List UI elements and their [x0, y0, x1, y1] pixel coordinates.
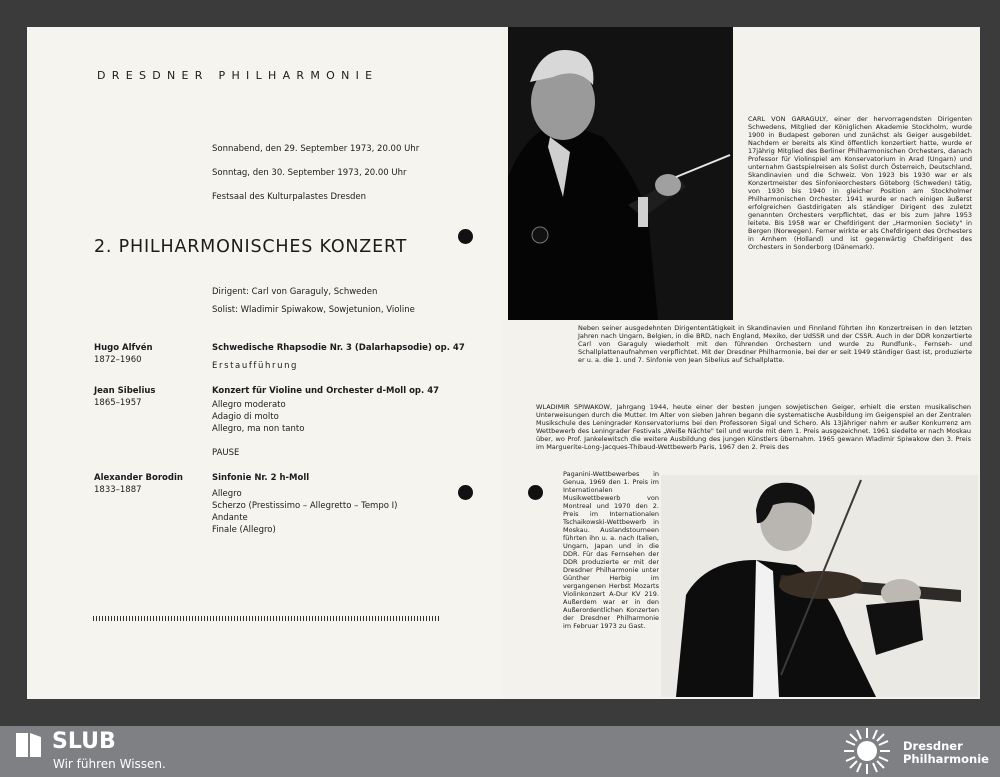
- composer-years: 1865–1957: [94, 398, 142, 408]
- work-block-sibelius: [212, 385, 439, 435]
- conductor-biography-continued: Neben seiner ausgedehnten Dirigententätigkeit in Skandinavien und Finnland führten ihn Konzertreisen in den letzten Jahren nach Ungarn, Belgien, in die BRD, nach England, Mexiko, der UdSSR und der CSSR. Auch in der DDR konzertierte Carl von Garaguly wiederholt mit den führenden Orchestern und wurde zu Rundfunk-, Fernseh- und Schallplattenaufnahmen verpflichtet. Mit der Dresdner Philharmonie, bei der er seit 1949 ständiger Gast ist, produzierte er u. a. die 1. und 7. Sinfonie von Jean Sibelius auf Schallplatte.: [578, 324, 972, 364]
- composer-name: Alexander Borodin: [94, 473, 183, 483]
- work-block-borodin: [212, 472, 397, 536]
- date-line-1: Sonnabend, den 29. September 1973, 20.00 Uhr: [212, 144, 420, 154]
- philharmonie-logo-icon: [842, 726, 892, 776]
- composer-block-sibelius: [94, 385, 156, 409]
- movement: Adagio di molto: [212, 412, 279, 422]
- concert-title: 2. PHILHARMONISCHES KONZERT: [94, 237, 408, 257]
- library-name: SLUB: [52, 729, 116, 754]
- work-title: Konzert für Violine und Orchester d-Moll op. 47: [212, 386, 440, 396]
- conductor-illustration: [508, 27, 733, 320]
- work-title: Schwedische Rhapsodie Nr. 3 (Dalarhapsodie) op. 47: [212, 343, 465, 353]
- partner-name: [903, 740, 989, 766]
- work-block-alfven: [212, 342, 465, 372]
- work-note: Erstaufführung: [212, 361, 299, 371]
- movement: Andante: [212, 513, 248, 523]
- movement: Finale (Allegro): [212, 525, 276, 535]
- footer-bar: [0, 726, 1000, 777]
- dotted-rule: [93, 616, 439, 621]
- work-title: Sinfonie Nr. 2 h-Moll: [212, 473, 310, 483]
- conductor-photo: [508, 27, 733, 320]
- orchestra-header: DRESDNER PHILHARMONIE: [97, 69, 379, 82]
- composer-years: 1833–1887: [94, 485, 142, 495]
- composer-block-borodin: [94, 472, 183, 496]
- soloist-line: Solist: Wladimir Spiwakow, Sowjetunion, Violine: [212, 305, 415, 315]
- composer-name: Jean Sibelius: [94, 386, 156, 396]
- movement: Scherzo (Prestissimo – Allegretto – Tempo I): [212, 501, 398, 511]
- punch-hole: [458, 485, 473, 500]
- punch-hole: [458, 229, 473, 244]
- composer-name: Hugo Alfvén: [94, 343, 153, 353]
- composer-years: 1872–1960: [94, 355, 142, 365]
- program-left-page: [27, 27, 503, 699]
- partner-name-line2: Philharmonie: [903, 752, 989, 766]
- violinist-biography-continued: Paganini-Wettbewerbes in Genua, 1969 den 1. Preis im Internationalen Musikwettbewerb von Montreal und 1970 den 2. Preis im Internationalen Tschaikowski-Wettbewerb in Moskau. Auslandstourneen führten ihn u. a. nach Italien, Ungarn, Japan und in die DDR. Für das Fernsehen der DDR produzierte er mit der Dresdner Philharmonie unter Günther Herbig im vergangenen Herbst Mozarts Violinkonzert A-Dur KV 219. Außerdem war er in den Außerordentlichen Konzerten der Dresdner Philharmonie im Februar 1973 zu Gast.: [563, 470, 659, 630]
- conductor-line: Dirigent: Carl von Garaguly, Schweden: [212, 287, 378, 297]
- movement: Allegro, ma non tanto: [212, 424, 305, 434]
- date-line-2: Sonntag, den 30. September 1973, 20.00 Uhr: [212, 168, 407, 178]
- violinist-photo: [661, 475, 978, 697]
- venue-line: Festsaal des Kulturpalastes Dresden: [212, 192, 367, 202]
- punch-hole: [528, 485, 543, 500]
- library-tagline: Wir führen Wissen.: [53, 757, 166, 771]
- conductor-biography: CARL VON GARAGULY, einer der hervorragendsten Dirigenten Schwedens, Mitglied der Königlichen Akademie Stockholm, wurde 1900 in Budapest geboren und zunächst als Geiger ausgebildet. Nachdem er bereits als Kind öffentlich konzertiert hatte, wurde er 17jährig Mitglied des Berliner Philharmonischen Orchesters, danach Professor für Violinspiel am Konservatorium in Arad (Ungarn) und unternahm Gastspielreisen als Solist durch Österreich, Deutschland, Skandinavien und die Schweiz. Von 1923 bis 1930 war er als Konzertmeister des Sinfonieorchesters Göteborg (Schweden) tätig, von 1930 bis 1940 in gleicher Position am Stockholmer Philharmonischen Orchester. 1941 wurde er nach einigen äußerst erfolgreichen Gastdirigaten als ständiger Dirigent des zuletzt genannten Orchesters verpflichtet, das er bis zum Jahre 1953 leitete. Bis 1958 war er Chefdirigent der „Harmonien Society" in Bergen (Norwegen). Ferner wirkte er als Chefdirigent des Orchesters in Arnhem (Holland) und ist gegenwärtig Chefdirigent des Orchesters in Sonderborg (Dänemark).: [748, 115, 972, 251]
- partner-name-line1: Dresdner: [903, 739, 963, 753]
- slub-logo-icon: [14, 730, 44, 760]
- pause-label: PAUSE: [212, 448, 240, 458]
- violinist-illustration: [661, 475, 978, 697]
- program-right-page: [503, 27, 980, 699]
- composer-block-alfven: [94, 342, 153, 366]
- movement: Allegro moderato: [212, 400, 286, 410]
- violinist-biography: WLADIMIR SPIWAKOW, Jahrgang 1944, heute einer der besten jungen sowjetischen Geiger, erhielt die ersten musikalischen Unterweisungen durch die Mutter. Im Alter von sieben Jahren begann die systematische Ausbildung im Geigenspiel an der Zentralen Musikschule des Leningrader Konservatoriums bei den Professoren Sigal und Schero. Als 13jähriger nahm er außer Konkurrenz am Wettbewerb des Leningrader Festivals „Weiße Nächte" teil und wurde mit dem 1. Preis ausgezeichnet. 1961 siedelte er nach Moskau über, wo Prof. Jankelewitsch die weitere Ausbildung des jungen Künstlers übernahm. 1965 gewann Wladimir Spiwakow den 3. Preis im Marguerite-Long-Jacques-Thibaud-Wettbewerb Paris, 1967 den 2. Preis des: [536, 403, 971, 451]
- movement: Allegro: [212, 489, 242, 499]
